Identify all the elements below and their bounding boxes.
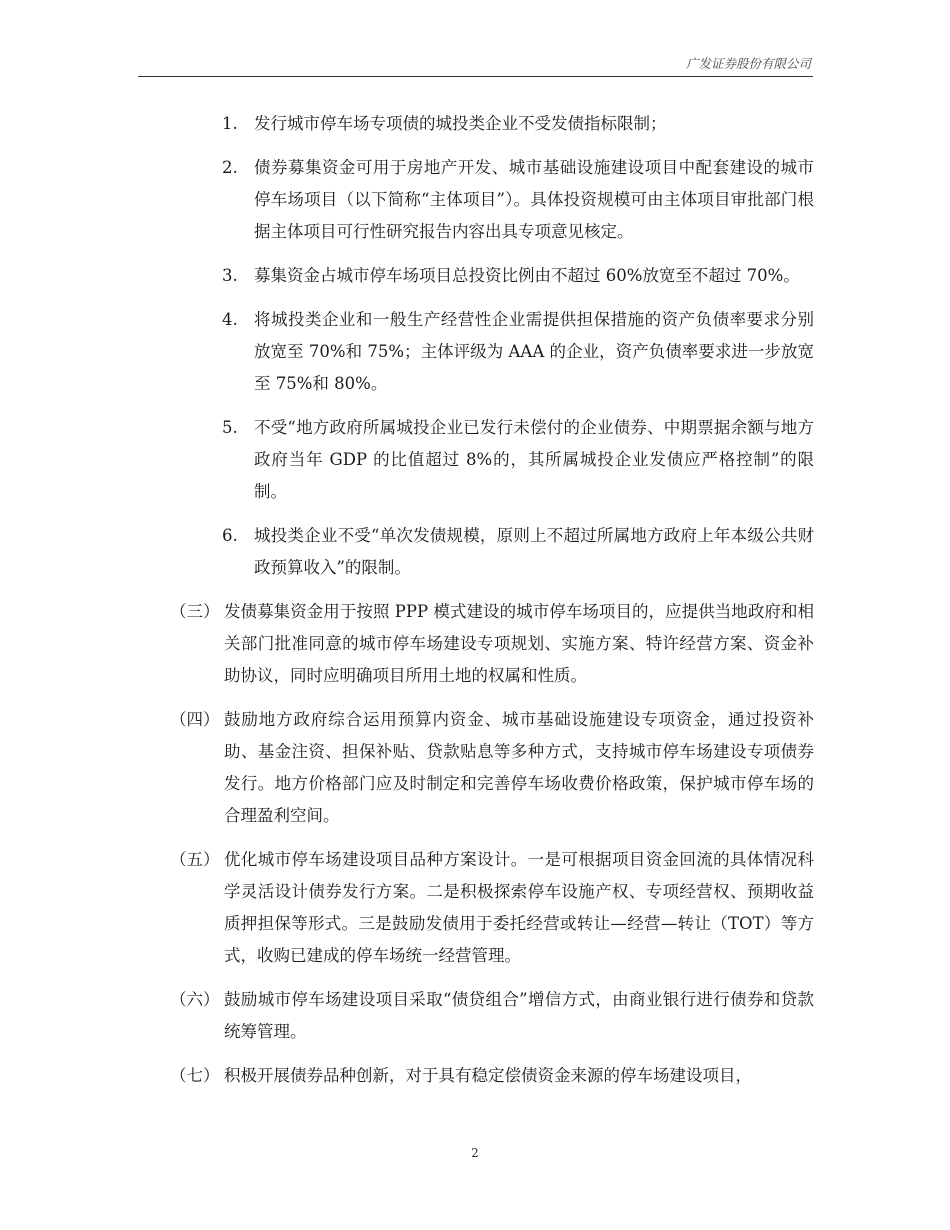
item-number: 6. bbox=[222, 526, 238, 545]
item-number: 5. bbox=[222, 418, 238, 437]
section-text: 鼓励城市停车场建设项目采取“债贷组合”增信方式，由商业银行进行债券和贷款统筹管理。 bbox=[224, 990, 814, 1041]
item-text: 发行城市停车场专项债的城投类企业不受发债指标限制； bbox=[254, 114, 667, 133]
numbered-item-5 bbox=[0, 412, 814, 508]
section-label: （五） bbox=[170, 850, 220, 869]
numbered-item-2 bbox=[0, 152, 814, 248]
header-company-name: 广发证券股份有限公司 bbox=[685, 56, 811, 71]
section-label: （三） bbox=[170, 602, 220, 621]
numbered-item-6 bbox=[0, 520, 814, 584]
numbered-item-1 bbox=[0, 108, 814, 140]
item-number: 1. bbox=[222, 114, 238, 133]
section-label: （四） bbox=[170, 710, 220, 729]
section-4 bbox=[0, 704, 814, 832]
numbered-item-3 bbox=[0, 260, 814, 292]
section-label: （七） bbox=[170, 1066, 220, 1085]
page-header bbox=[138, 52, 813, 77]
section-label: （六） bbox=[170, 990, 220, 1009]
page-number: 2 bbox=[471, 1146, 479, 1160]
section-text: 发债募集资金用于按照 PPP 模式建设的城市停车场项目的，应提供当地政府和相关部门批准同意的城市停车场建设专项规划、实施方案、特许经营方案、资金补助协议，同时应明确项目所用土地的权属和性质。 bbox=[224, 602, 814, 685]
section-7 bbox=[0, 1060, 814, 1092]
item-text: 债券募集资金可用于房地产开发、城市基础设施建设项目中配套建设的城市停车场项目（以下简称“主体项目”）。具体投资规模可由主体项目审批部门根据主体项目可行性研究报告内容出具专项意见核定。 bbox=[254, 158, 814, 241]
item-text: 募集资金占城市停车场项目总投资比例由不超过 60%放宽至不超过 70%。 bbox=[254, 266, 800, 285]
item-text: 城投类企业不受“单次发债规模，原则上不超过所属地方政府上年本级公共财政预算收入”的限制。 bbox=[254, 526, 814, 577]
item-number: 2. bbox=[222, 158, 238, 177]
item-text: 不受“地方政府所属城投企业已发行未偿付的企业债券、中期票据余额与地方政府当年 GDP 的比值超过 8%的，其所属城投企业发债应严格控制”的限制。 bbox=[254, 418, 814, 501]
item-number: 3. bbox=[222, 266, 238, 285]
section-6 bbox=[0, 984, 814, 1048]
numbered-item-4 bbox=[0, 304, 814, 400]
section-3 bbox=[0, 596, 814, 692]
item-number: 4. bbox=[222, 310, 238, 329]
item-text: 将城投类企业和一般生产经营性企业需提供担保措施的资产负债率要求分别放宽至 70%和 75%；主体评级为 AAA 的企业，资产负债率要求进一步放宽至 75%和 80%。 bbox=[254, 310, 814, 393]
section-text: 积极开展债券品种创新，对于具有稳定偿债资金来源的停车场建设项目， bbox=[224, 1066, 752, 1085]
section-text: 优化城市停车场建设项目品种方案设计。一是可根据项目资金回流的具体情况科学灵活设计债券发行方案。二是积极探索停车设施产权、专项经营权、预期收益质押担保等形式。三是鼓励发债用于委托经营或转让—经营—转让（TOT）等方式，收购已建成的停车场统一经营管理。 bbox=[224, 850, 814, 965]
section-5 bbox=[0, 844, 814, 972]
document-body bbox=[0, 108, 950, 1104]
section-text: 鼓励地方政府综合运用预算内资金、城市基础设施建设专项资金，通过投资补助、基金注资、担保补贴、贷款贴息等多种方式，支持城市停车场建设专项债券发行。地方价格部门应及时制定和完善停车场收费价格政策，保护城市停车场的合理盈利空间。 bbox=[224, 710, 814, 825]
